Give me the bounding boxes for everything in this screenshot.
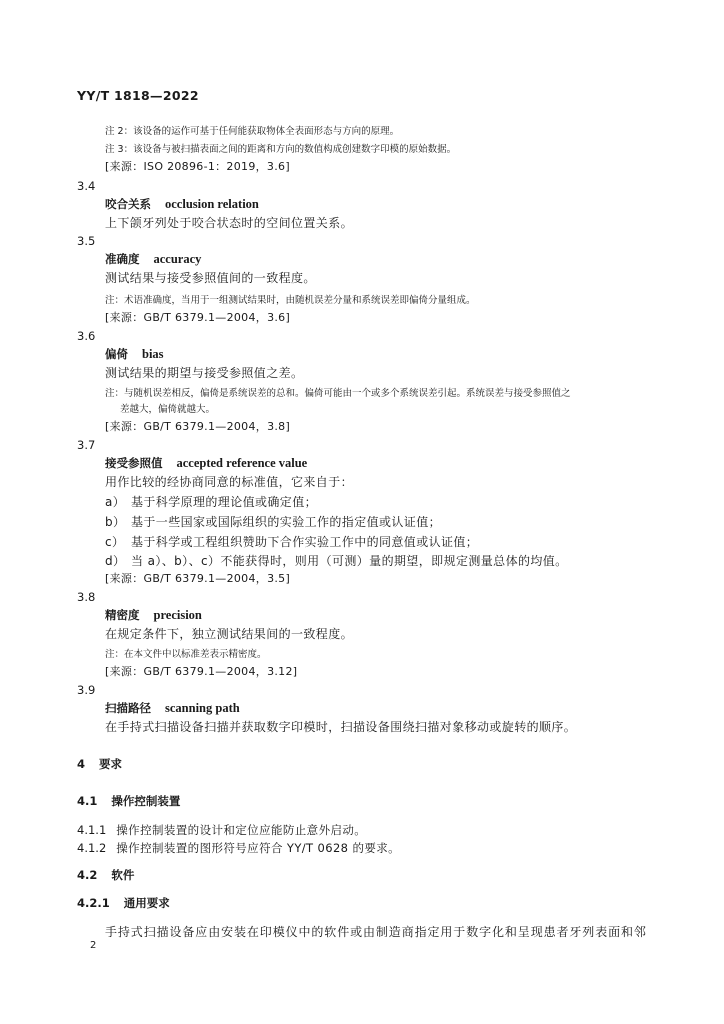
term-zh: 偏倚 [105,347,128,361]
term-zh: 扫描路径 [105,701,151,715]
clause [77,840,400,856]
term-en: precision [153,608,202,622]
term-heading [105,346,164,362]
source-reference: [来源：GB/T 6379.1—2004，3.12] [105,665,298,678]
term-heading [105,607,202,623]
term-zh: 准确度 [105,252,140,266]
list-item [105,493,317,510]
source-reference: [来源：GB/T 6379.1—2004，3.6] [105,311,291,324]
clause-text: 操作控制装置的图形符号应符合 YY/T 0628 的要求。 [116,841,401,855]
source-reference: [来源：GB/T 6379.1—2004，3.5] [105,572,291,585]
term-note-continued: 差越大，偏倚就越大。 [120,404,216,415]
term-en: accepted reference value [176,456,308,470]
term-en: scanning path [165,701,240,715]
term-en: accuracy [153,252,202,266]
term-note: 注：在本文件中以标准差表示精密度。 [105,649,267,660]
clause-number: 3.6 [77,329,96,343]
note-2: 注 2：该设备的运作可基于任何能获取物体全表面形态与方向的原理。 [105,126,400,137]
term-definition: 测试结果与接受参照值间的一致程度。 [105,271,316,285]
term-zh: 精密度 [105,608,140,622]
standard-header: YY/T 1818—2022 [77,88,199,103]
clause-number: 4.1.1 [77,823,107,837]
list-item-text: 基于一些国家或国际组织的实验工作的指定值或认证值； [131,515,442,529]
subsection-heading [77,895,170,911]
list-item-text: 基于科学或工程组织赞助下合作实验工作中的同意值或认证值； [131,535,479,549]
term-definition: 上下颌牙列处于咬合状态时的空间位置关系。 [105,216,354,230]
section-number: 4.2.1 [77,896,110,910]
term-en: occlusion relation [165,197,259,211]
term-note: 注：术语准确度，当用于一组测试结果时，由随机误差分量和系统误差即偏倚分量组成。 [105,295,476,306]
section-title: 软件 [111,868,135,882]
list-item-label: c） [105,535,125,549]
term-zh: 接受参照值 [105,456,163,470]
list-item [105,513,441,530]
term-definition: 测试结果的期望与接受参照值之差。 [105,366,304,380]
subsection-heading [77,867,134,883]
section-heading [77,756,122,772]
note-3: 注 3：该设备与被扫描表面之间的距离和方向的数值构成创建数字印模的原始数据。 [105,144,457,155]
source-reference: [来源：GB/T 6379.1—2004，3.8] [105,420,291,433]
body-paragraph: 手持式扫描设备应由安装在印模仪中的软件或由制造商指定用于数字化和呈现患者牙列表面和邻 [105,925,647,939]
clause-number: 3.5 [77,234,96,248]
section-title: 操作控制装置 [111,794,181,808]
term-zh: 咬合关系 [105,197,151,211]
term-heading [105,196,259,212]
section-number: 4.2 [77,868,98,882]
section-number: 4.1 [77,794,98,808]
list-item-label: a） [105,495,126,509]
clause-number: 3.4 [77,179,96,193]
clause-number: 3.7 [77,438,96,452]
section-title: 要求 [99,757,123,771]
list-item-label: d） [105,554,126,568]
clause-number: 3.8 [77,590,96,604]
subsection-heading [77,793,180,809]
page-number: 2 [90,940,97,951]
list-item-label: b） [105,515,126,529]
section-title: 通用要求 [123,896,170,910]
term-heading [105,251,201,267]
term-definition: 在手持式扫描设备扫描并获取数字印模时，扫描设备围绕扫描对象移动或旋转的顺序。 [105,720,577,734]
term-definition: 用作比较的经协商同意的标准值，它来自于： [105,475,354,489]
source-reference: [来源：ISO 20896-1：2019，3.6] [105,160,290,173]
clause [77,822,366,838]
term-heading [105,700,240,716]
term-en: bias [142,347,164,361]
term-heading [105,455,307,471]
term-definition: 在规定条件下，独立测试结果间的一致程度。 [105,627,354,641]
list-item-text: 基于科学原理的理论值或确定值； [131,495,318,509]
clause-number: 4.1.2 [77,841,107,855]
clause-text: 操作控制装置的设计和定位应能防止意外启动。 [116,823,367,837]
list-item [105,552,568,569]
list-item-text: 当 a）、b）、c）不能获得时，则用（可测）量的期望，即规定测量总体的均值。 [131,554,568,568]
term-note: 注：与随机误差相反，偏倚是系统误差的总和。偏倚可能由一个或多个系统误差引起。系统误差与接受参照值之 [105,388,571,399]
clause-number: 3.9 [77,683,96,697]
list-item [105,533,478,550]
section-number: 4 [77,757,86,771]
